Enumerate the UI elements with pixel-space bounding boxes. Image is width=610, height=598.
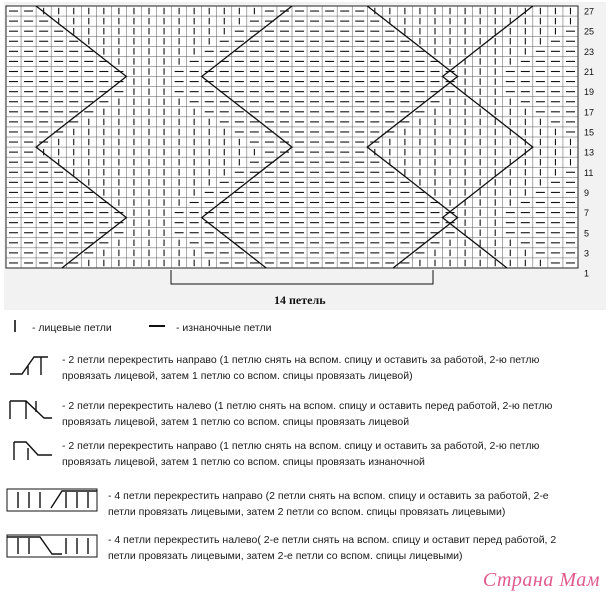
row-number: 21 (584, 67, 595, 78)
legend-knit-label: - лицевые петли (32, 322, 112, 334)
legend-item-1-text: - 2 петли перекрестить направо (1 петлю снять на вспом. спицу и оставить за работой, 2-ю петлю провязать лицевой, затем 1 петлю со вспом. спицы провязать лицевой) (62, 354, 540, 382)
cross-left-2-icon (8, 398, 54, 420)
row-number: 9 (584, 187, 590, 198)
legend-item-3-text: - 2 петли перекрестить направо (1 петлю снять на вспом. спицу и оставить за работой, 2-ю петлю провязать лицевой, затем 1 петлю со вспом. спицы провязать изнаночной (62, 440, 540, 468)
row-number: 7 (584, 208, 590, 219)
knitting-chart-panel (4, 2, 606, 310)
stitch-count-label: 14 петель (274, 293, 326, 307)
legend-item-cross-right-2 (0, 352, 610, 388)
cross-right-2-purl-icon (8, 440, 54, 462)
knitting-chart (4, 2, 606, 310)
cross-left-4-icon (6, 534, 98, 558)
row-number: 17 (584, 107, 595, 118)
legend-knit-purl (0, 318, 610, 338)
row-number: 15 (584, 127, 595, 138)
legend-item-cross-left-2 (0, 398, 610, 434)
cross-right-4-icon (6, 488, 98, 512)
row-number: 3 (584, 248, 590, 259)
legend-item-5-text: - 4 петли перекрестить налево( 2-е петли снять на вспом. спицу и оставит перед работой, 2 петли провязать лицевыми, затем 2-е петли со вспом. спицы лицевыми) (108, 534, 557, 562)
cross-right-2-icon (8, 354, 52, 376)
chart-grid (6, 6, 578, 268)
row-number: 19 (584, 87, 595, 98)
legend-item-4-text: - 4 петли перекрестить направо (2 петли снять на вспом. спицу и оставить за работой, 2-е петли провязать лицевыми, затем 2 петли со вспом. спицы провязать лицевыми) (108, 490, 549, 518)
row-number: 23 (584, 46, 595, 57)
row-number: 27 (584, 6, 595, 17)
row-number: 5 (584, 228, 590, 239)
row-number: 25 (584, 26, 595, 37)
row-number: 13 (584, 147, 595, 158)
chart-row-numbers (584, 7, 594, 279)
legend-purl-label: - изнаночные петли (176, 322, 272, 334)
row-number: 1 (584, 268, 590, 279)
knit-stitch-icon (12, 318, 18, 334)
legend-item-cross-left-4 (0, 532, 610, 568)
purl-stitch-icon (148, 318, 166, 334)
legend-item-cross-right-4 (0, 488, 610, 524)
site-watermark: Страна Мам (482, 569, 600, 591)
legend-item-2-text: - 2 петли перекрестить налево (1 петлю снять на вспом. спицу и оставить перед работой, 2-ю петлю провязать лицевой, затем 1 петлю со вспом. спицы провязать лицевой (62, 400, 553, 428)
repeat-bracket (171, 270, 433, 284)
row-number: 11 (584, 167, 594, 178)
legend-item-cross-right-2-purl (0, 438, 610, 474)
